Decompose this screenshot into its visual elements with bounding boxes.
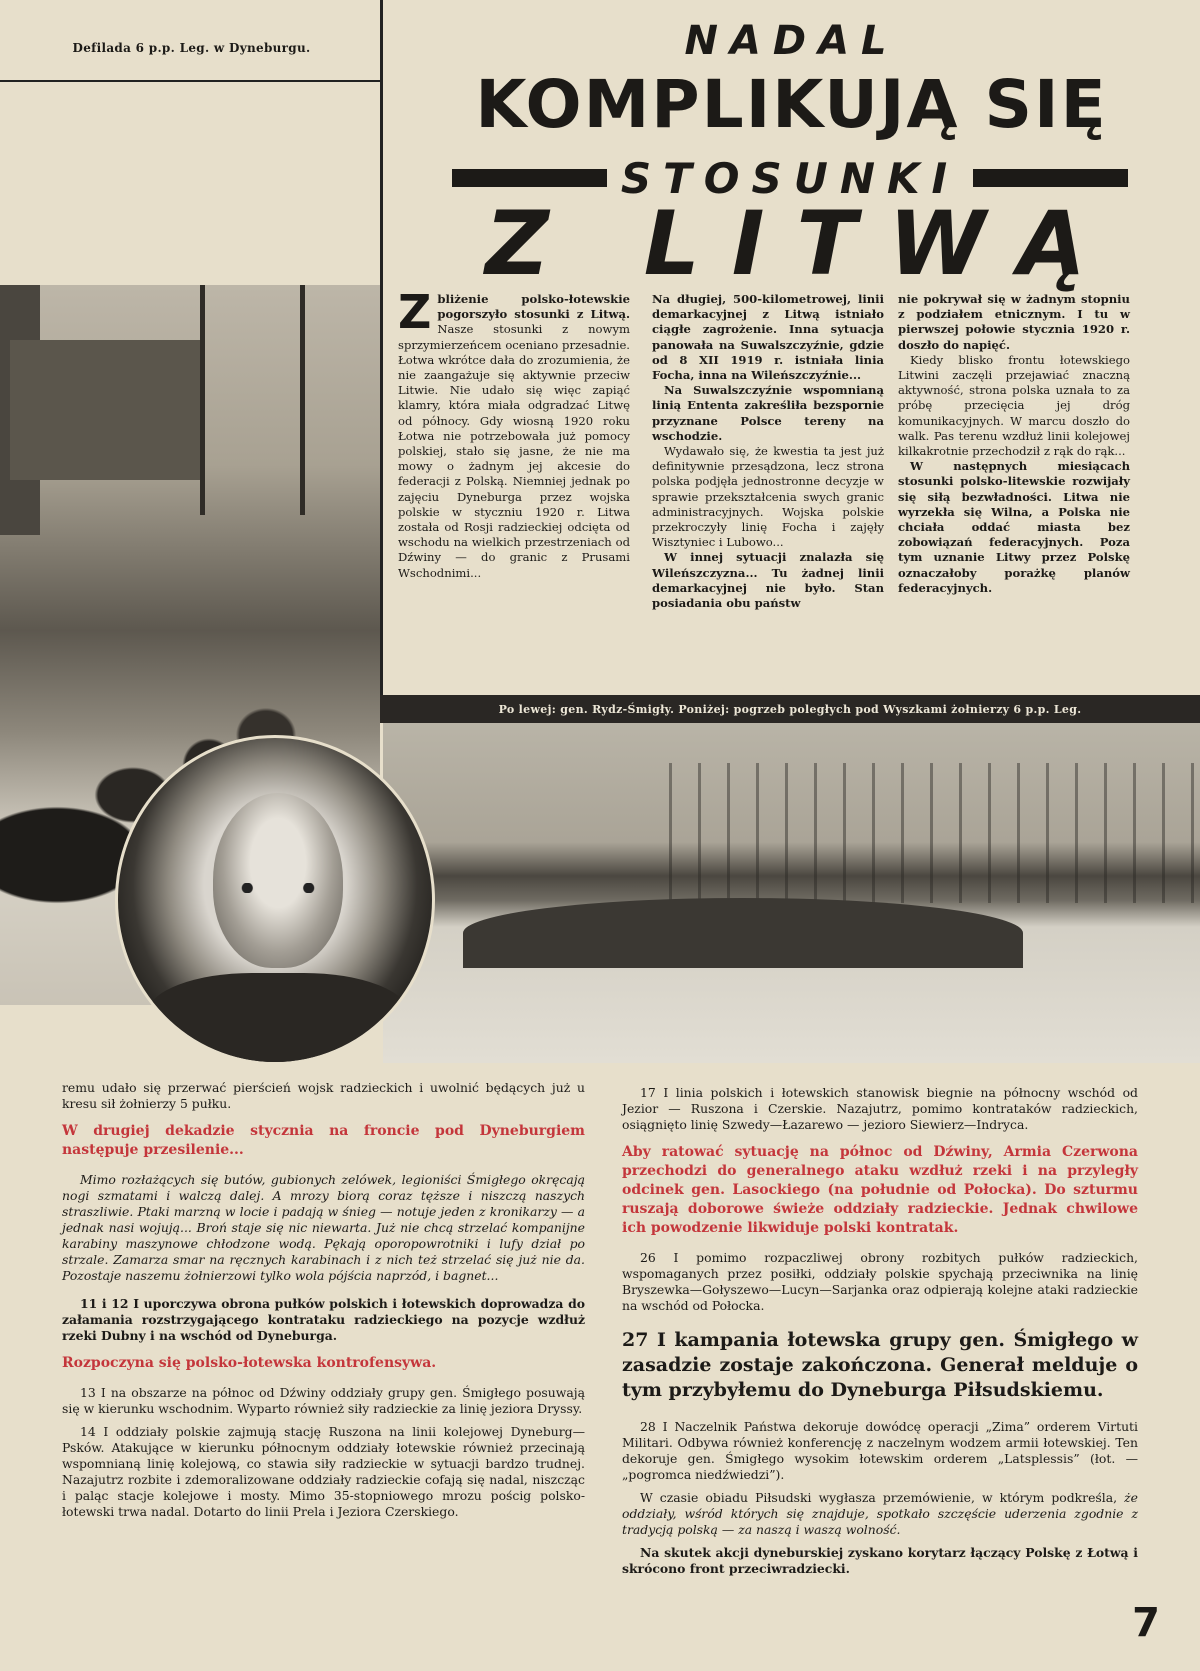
intro-paragraph bbox=[398, 285, 630, 581]
article-paragraph: 11 i 12 I uporczywa obrona pułków polskich i łotewskich doprowadza do załamania rozstrzygającego kontrataku radzieckiego na pozycje wzdłuż rzeki Dubny i na wschód od Dyneburga. bbox=[62, 1296, 585, 1343]
intro-paragraph: nie pokrywał się w żadnym stopniu z podziałem etnicznym. I tu w pierwszej połowie stycznia 1920 r. doszło do napięć. bbox=[898, 292, 1130, 352]
intro-paragraph: Wydawało się, że kwestia ta jest już definitywnie przesądzona, lecz strona polska podjęła jednostronne decyzje w sprawie przekształcenia swych granic administracyjnych. Wojska polskie przekroczyły linię Focha i zajęły Wisztyniec i Lubowo... bbox=[652, 444, 884, 550]
article-emphasis: 27 I kampania łotewska grupy gen. Śmigłego w zasadzie zostaje zakończona. Generał melduje o tym przybyłemu do Dyneburga Piłsudskiemu. bbox=[622, 1329, 1138, 1401]
headline-bar-right bbox=[973, 169, 1128, 187]
article-highlight: Aby ratować sytuację na północ od Dźwiny, Armia Czerwona przechodzi do generalnego ataku wzdłuż rzeki i na przyległy odcinek gen. Lasockiego (na południe od Połocka). Do szturmu ruszają doborowe świeże oddziały radzieckie. Jednak chwilowe ich powodzenie likwiduje polski kontratak. bbox=[622, 1144, 1138, 1236]
article-quote-inline: że oddziały, wśród których się znajduje, spotkało szczęście uderzenia zgodnie z tradycją polską — za naszą i waszą wolność. bbox=[622, 1490, 1138, 1537]
funeral-photo-trees bbox=[643, 763, 1200, 903]
intro-paragraph: W następnych miesiącach stosunki polsko-litewskie rozwijały się siłą bezwładności. Litwa nie wyrzekła się Wilna, a Polska nie chciała oddać miasta bez zobowiązań federacyjnych. Poza tym uznanie Litwy przez Polskę oznaczałoby porażkę planów federacyjnych. bbox=[898, 459, 1130, 595]
portrait-photo bbox=[115, 735, 435, 1065]
photo-caption-bar: Po lewej: gen. Rydz-Śmigły. Poniżej: pogrzeb poległych pod Wyszkami żołnierzy 6 p.p. Leg. bbox=[380, 695, 1200, 723]
portrait-coat bbox=[148, 973, 408, 1065]
divider-top bbox=[0, 80, 383, 82]
headline-line2: KOMPLIKUJĄ SIĘ bbox=[475, 66, 1108, 143]
parade-photo-building bbox=[10, 340, 200, 480]
portrait-eyes bbox=[230, 883, 326, 893]
intro-column-3 bbox=[898, 292, 1130, 596]
article-paragraph: remu udało się przerwać pierścień wojsk radzieckich i uwolnić będących już u kresu sił żołnierzy 5 pułku. bbox=[62, 1080, 585, 1111]
headline-line4: Z LITWĄ bbox=[485, 192, 1118, 295]
article-paragraph: 26 I pomimo rozpaczliwej obrony rozbitych pułków radzieckich, wspomaganych przez posiłki, oddziały polskie spychają przeciwnika na linię Bryszewka—Gołyszewo—Lucyn—Sarjanka oraz odpierają kolejne ataki radzieckie na wschód od Połocka. bbox=[622, 1250, 1138, 1313]
intro-paragraph: W innej sytuacji znalazła się Wileńszczyzna... Tu żadnej linii demarkacyjnej nie było. Stan posiadania obu państw bbox=[652, 550, 884, 611]
drop-cap: Z bbox=[398, 285, 432, 339]
intro-paragraph: Na Suwalszczyźnie wspomnianą linią Ententa zakreśliła bezspornie przyznane Polsce tereny na wschodzie. bbox=[652, 383, 884, 443]
parade-photo-pole bbox=[200, 285, 205, 515]
intro-paragraph: Kiedy blisko frontu łotewskiego Litwini zaczęli przejawiać znaczną aktywność, strona polska uznała to za próbę przecięcia jej dróg komunikacyjnych. W marcu doszło do walk. Pas terenu wzdłuż linii kolejowej kilkakrotnie przechodził z rąk do rąk... bbox=[898, 352, 1130, 459]
page-number: 7 bbox=[1132, 1600, 1160, 1646]
parade-photo-pole bbox=[300, 285, 305, 515]
article-column-right bbox=[622, 1085, 1138, 1584]
article-paragraph: 13 I na obszarze na północ od Dźwiny oddziały grupy gen. Śmigłego posuwają się w kierunku wschodnim. Wyparto również siły radzieckie za linię jeziora Dryssy. bbox=[62, 1385, 585, 1416]
intro-lead-bold: bliżenie polsko-łotewskie pogorszyło stosunki z Litwą. bbox=[437, 292, 630, 322]
article-quote: Mimo rozłażących się butów, gubionych zelówek, legioniści Śmigłego okręcają nogi szmatami i walczą dalej. A mrozy biorą coraz tęższe i niszczą naszych straszliwie. Ptaki marzną w locie i padają w śnieg — notuje jeden z kronikarzy — a jednak nasi wojują... Broń staje się nic niewarta. Już nie chcą strzelać kompanijne karabiny maszynowe chłodzone wodą. Pękają oporopowrotniki i lufy dział po strzale. Zamarza smar na ręcznych karabinach i z nich też strzelać się już nie da. Pozostaje naszemu żołnierzowi tylko wola pójścia naprzód, i bagnet... bbox=[62, 1172, 585, 1283]
headline-line3: STOSUNKI bbox=[620, 153, 960, 203]
article-paragraph: 28 I Naczelnik Państwa dekoruje dowódcę operacji „Zima” orderem Virtuti Militari. Odbywa również konferencję z naczelnym wodzem armii łotewskiej. Ten dekoruje gen. Śmigłego wysokim łotewskim orderem „Latsplessis” (łot. — „pogromca niedźwiedzi”). bbox=[622, 1419, 1138, 1482]
article-paragraph: Na skutek akcji dyneburskiej zyskano korytarz łączący Polskę z Łotwą i skrócono front przeciwradziecki. bbox=[622, 1545, 1138, 1576]
photo-caption-parade: Defilada 6 p.p. Leg. w Dyneburgu. bbox=[72, 41, 311, 55]
funeral-photo bbox=[383, 723, 1200, 1063]
article-highlight: W drugiej dekadzie stycznia na froncie pod Dyneburgiem następuje przesilenie... bbox=[62, 1123, 585, 1158]
funeral-photo-crowd bbox=[463, 898, 1023, 968]
intro-column-1 bbox=[398, 285, 630, 581]
article-text: W czasie obiadu Piłsudski wygłasza przemówienie, w którym podkreśla, bbox=[640, 1490, 1125, 1505]
article-paragraph: 17 I linia polskich i łotewskich stanowisk biegnie na północny wschód od Jezior — Ruszona i Czerskie. Nazajutrz, pomimo kontrataków radzieckich, osiągnięto linię Szwedy—Łazarewo — jezioro Siewierz—Indryca. bbox=[622, 1085, 1138, 1132]
article-paragraph bbox=[622, 1490, 1138, 1538]
portrait-face bbox=[213, 793, 343, 968]
intro-column-2 bbox=[652, 292, 884, 611]
article-highlight: Rozpoczyna się polsko-łotewska kontrofensywa. bbox=[62, 1355, 437, 1371]
intro-paragraph: Na długiej, 500-kilometrowej, linii demarkacyjnej z Litwą istniało ciągłe zagrożenie. Inna sytuacja panowała na Suwalszczyźnie, gdzie od 8 XII 1919 r. istniała linia Focha, inna na Wileńszczyźnie... bbox=[652, 292, 884, 383]
intro-lead-text: Nasze stosunki z nowym sprzymierzeńcem oceniano przesadnie. Łotwa wkrótce dała do zrozumienia, że nie zaangażuje się aktywnie przeciw Litwie. Nie udało się więc zapiąć klamry, która miała odgradzać Litwę od północy. Gdy wiosną 1920 roku Łotwa nie potrzebowała już pomocy polskiej, stało się jasne, że nie ma mowy o żadnym jej akcesie do federacji z Polską. Niemniej jednak po zajęciu Dyneburga przez wojska polskie w styczniu 1920 r. Litwa została od Rosji radzieckiej odcięta od wschodu na wielkich przestrzeniach od Dźwiny — do granic z Prusami Wschodnimi... bbox=[398, 322, 630, 580]
article-column-left bbox=[62, 1080, 585, 1527]
headline-line1: NADAL bbox=[684, 18, 899, 64]
headline-bar-left bbox=[452, 169, 607, 187]
article-paragraph: 14 I oddziały polskie zajmują stację Ruszona na linii kolejowej Dyneburg—Psków. Atakujące w kierunku północnym oddziały łotewskie również przecinają wspomnianą linię kolejową, co stawia siły radzieckie w sytuacji bardzo trudnej. Nazajutrz rozbite i zdemoralizowane oddziały radzieckie cofają się nadal, niszcząc i paląc stacje kolejowe i mosty. Mimo 35-stopniowego mrozu pościg polsko-łotewski trwa nadal. Dotarto do linii Prela i Jeziora Czerskiego. bbox=[62, 1424, 585, 1519]
